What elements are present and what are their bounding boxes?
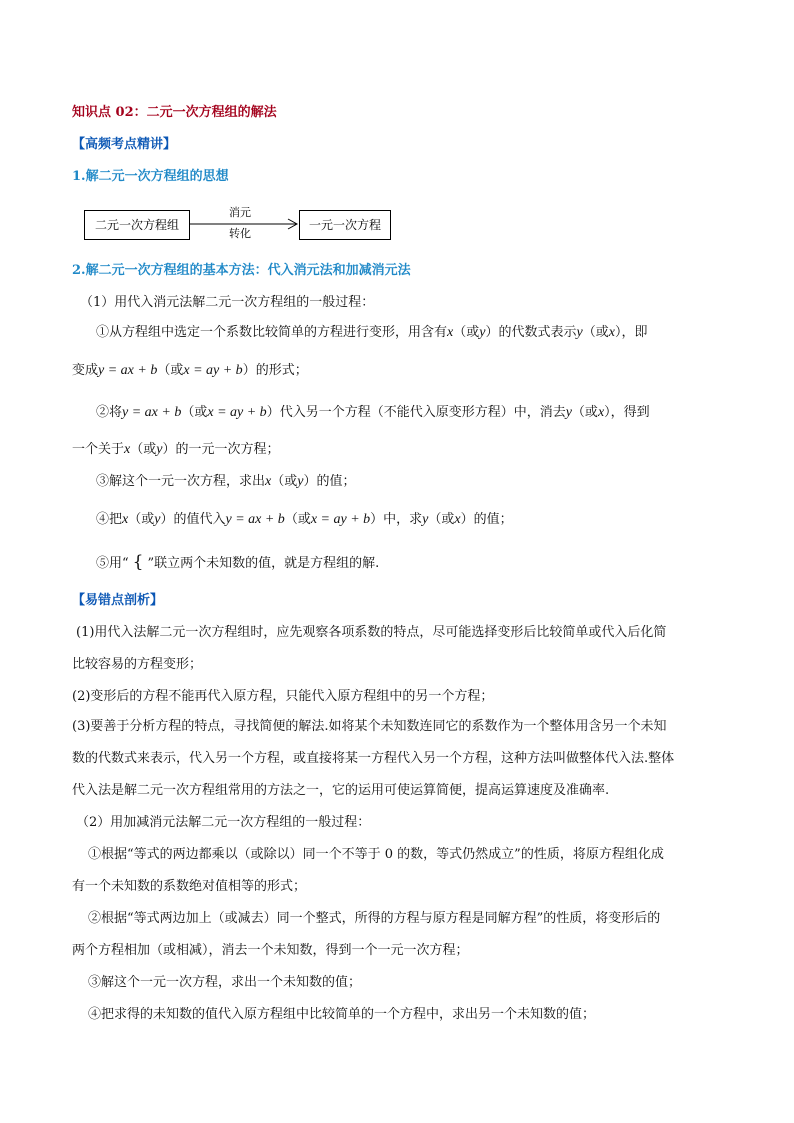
mistake-3-line-3: 代入法是解二元一次方程组常用的方法之一，它的运用可使运算简便，提高运算速度及准确率. (72, 783, 610, 798)
brace-symbol: { (132, 552, 144, 572)
high-frequency-header: 【高频考点精讲】 (72, 137, 177, 152)
sub-step-2-line-1: ②将y = ax + b（或x = ay + b）代入另一个方程（不能代入原变形方程）中，消去y（或x），得到 (96, 405, 650, 420)
sub-step-5: ⑤用“ { ”联立两个未知数的值，就是方程组的解. (96, 552, 380, 572)
elim-step-3: ③解这个一元一次方程，求出一个未知数的值； (88, 975, 362, 990)
elim-step-1-line-1: ①根据“等式的两边都乘以（或除以）同一个不等于 0 的数，等式仍然成立”的性质，将原方程组化成 (88, 847, 664, 862)
flow-box-right: 一元一次方程 (299, 210, 391, 240)
sub-step-3: ③解这个一元一次方程，求出x（或y）的值； (96, 474, 356, 489)
section-title: 知识点 02：二元一次方程组的解法 (72, 105, 277, 120)
mistake-2: (2)变形后的方程不能再代入原方程，只能代入原方程组中的另一个方程； (72, 689, 494, 704)
flow-box-left: 二元一次方程组 (84, 210, 190, 240)
heading-idea: 1.解二元一次方程组的思想 (72, 169, 229, 184)
elim-step-2-line-2: 两个方程相加（或相减），消去一个未知数，得到一个一元一次方程； (72, 943, 469, 958)
mistake-1-line-2: 比较容易的方程变形； (72, 657, 203, 672)
mistake-3-line-2: 数的代数式来表示，代入另一个方程，或直接将某一方程代入另一个方程，这种方法叫做整体代入法.整体 (72, 751, 675, 766)
mistake-1-line-1: (1)用代入法解二元一次方程组时，应先观察各项系数的特点，尽可能选择变形后比较简单或代入后化简 (76, 625, 667, 640)
mistake-3-line-1: (3)要善于分析方程的特点，寻找简便的解法.如将某个未知数连同它的系数作为一个整体用含另一个未知 (72, 719, 667, 734)
heading-methods: 2.解二元一次方程组的基本方法：代入消元法和加减消元法 (72, 263, 411, 278)
sub-step-1-line-2: 变成y = ax + b（或x = ay + b）的形式； (72, 363, 308, 378)
mistake-header: 【易错点剖析】 (72, 593, 164, 608)
sub-step-1-line-1: ①从方程组中选定一个系数比较简单的方程进行变形，用含有x（或y）的代数式表示y（或x），即 (96, 325, 648, 340)
elim-step-4: ④把求得的未知数的值代入原方程组中比较简单的一个方程中，求出另一个未知数的值； (88, 1007, 596, 1022)
sub-step-4: ④把x（或y）的值代入y = ax + b（或x = ay + b）中，求y（或x）的值； (96, 512, 513, 527)
sub-step-2-line-2: 一个关于x（或y）的一元一次方程； (72, 442, 280, 457)
flow-arrow-label-top: 消元 (229, 206, 251, 219)
elim-step-2-line-1: ②根据“等式两边加上（或减去）同一个整式，所得的方程与原方程是同解方程”的性质，将变形后的 (88, 911, 661, 926)
elim-step-1-line-2: 有一个未知数的系数绝对值相等的形式； (72, 879, 307, 894)
flow-arrow-label-bottom: 转化 (229, 227, 251, 240)
substitution-intro: （1）用代入消元法解二元一次方程组的一般过程： (80, 295, 375, 310)
elimination-intro: （2）用加减消元法解二元一次方程组的一般过程： (76, 815, 371, 830)
